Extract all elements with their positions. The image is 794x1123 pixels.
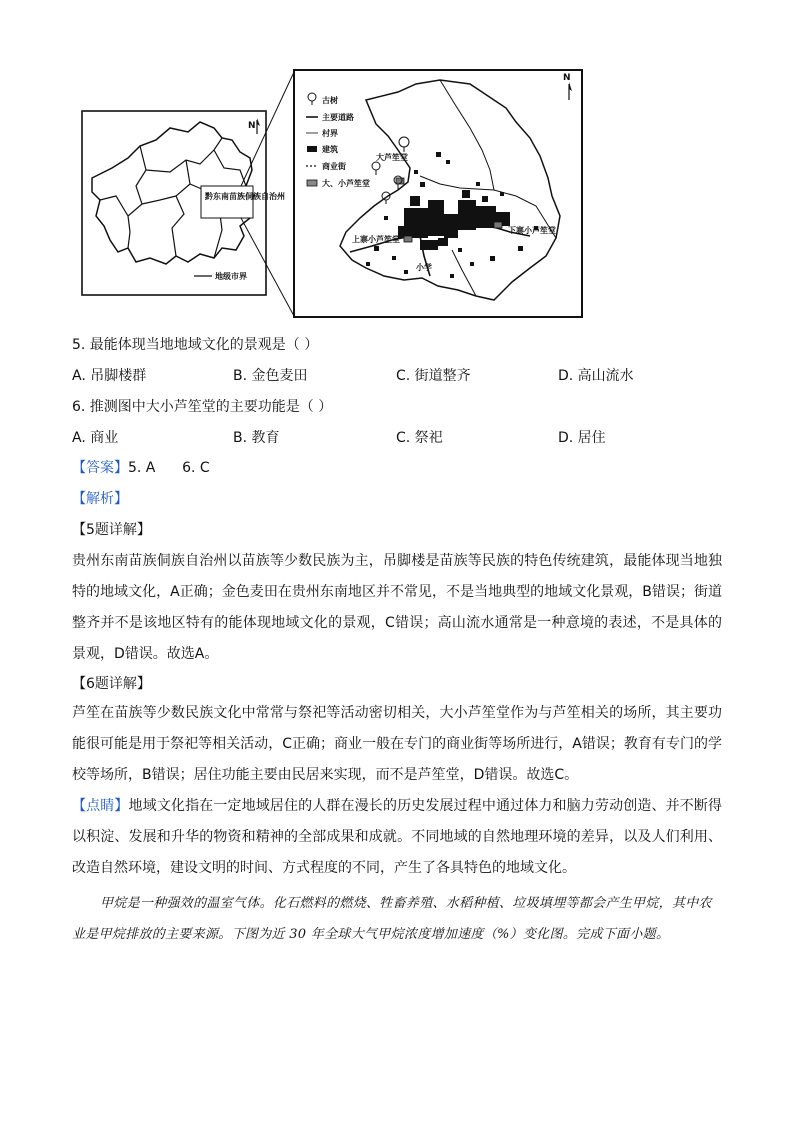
option: C. 街道整齐 [396,368,471,384]
village-map-frame [294,70,582,317]
tree-icon [308,93,316,105]
boundary-label: 地级市界 [215,272,247,281]
village-outline [340,80,560,300]
tip-tag: 【点睛】 [72,798,129,814]
school-label: 小学 [416,263,432,272]
legend-label: 古树 [322,96,338,105]
legend-label: 大、小芦笙堂 [322,179,370,188]
legend [306,93,370,188]
upper-small-lusheng-label: 上寨小芦笙堂 [352,235,400,244]
north-arrow-icon [563,73,572,100]
detail5-text: 贵州东南苗族侗族自治州以苗族等少数民族为主，吊脚楼是苗族等民族的特色传统建筑，最能体现当地独特的地域文化，A正确；金色麦田在贵州东南地区并不常见，不是当地典型的地域文化景观，B错误；街道整齐并不是该地区特有的能体现地域文化的景观，C错误；高山流水通常是一种意境的表述，不是具体的景观，D错误。故选A。 [72,553,722,662]
question-5-options [72,366,722,386]
map-figure [0,0,794,330]
detail5-heading [72,520,722,540]
analysis-line [72,489,722,509]
region-highlight [201,186,253,218]
tip-text: 地域文化指在一定地域居住的人群在漫长的历史发展过程中通过体力和脑力劳动创造、并不断得以积淀、发展和升华的物资和精神的全部成果和成就。不同地域的自然地理环境的差异，以及人们利用、改造自然环境，建设文明的时间、方式程度的不同，产生了各具特色的地域文化。 [72,798,723,876]
option: B. 教育 [233,430,280,446]
analysis-tag: 【解析】 [72,491,128,507]
region-label: 黔东南苗族侗族自治州 [205,192,285,201]
option: D. 居住 [558,430,606,446]
option: A. 商业 [72,430,119,446]
legend-label: 主要道路 [322,113,354,122]
option: A. 吊脚楼群 [72,368,147,384]
question-6-stem: 6. 推测图中大小芦笙堂的主要功能是（ ） [72,399,333,415]
answer-tag: 【答案】 [72,460,128,476]
option: B. 金色麦田 [233,368,308,384]
lower-small-lusheng-label: 下寨小芦笙堂 [508,226,556,235]
detail6-text: 芦笙在苗族等少数民族文化中常常与祭祀等活动密切相关，大小芦笙堂作为与芦笙相关的场所，其主要功能很可能是用于祭祀等相关活动，C正确；商业一般在专门的商业街等场所进行，A错误；教育有专门的学校等场所，B错误；居住功能主要由民居来实现，而不是芦笙堂，D错误。故选C。 [72,705,722,783]
answer-line [72,458,722,478]
north-arrow-icon [248,118,260,134]
answer-text: 5. A 6. C [128,460,210,476]
solid-square-icon [307,146,317,152]
detail6-tag: 【6题详解】 [72,676,151,692]
option: C. 祭祀 [396,430,443,446]
detail5-tag: 【5题详解】 [72,522,151,538]
question-5-stem: 5. 最能体现当地地域文化的景观是（ ） [72,337,319,353]
question-6-options [72,428,722,448]
svg-text:N: N [248,121,256,131]
building-cluster [366,152,538,278]
big-lusheng-label: 大芦笙堂 [376,153,408,162]
next-question-intro: 甲烷是一种强效的温室气体。化石燃料的燃烧、牲畜养殖、水稻种植、垃圾填埋等都会产生甲烷，其中农业是甲烷排放的主要来源。下图为近 30 年全球大气甲烷浓度增加速度（%）变化图。完成下面小题。 [72,896,712,942]
connector-line [241,218,294,316]
legend-label: 商业街 [322,162,346,171]
legend-label: 村界 [322,129,338,138]
content [72,335,722,950]
svg-text:N: N [563,73,571,83]
hatched-square-icon [307,180,317,186]
legend-label: 建筑 [322,145,338,154]
tip-paragraph [72,791,722,884]
detail6-heading [72,674,722,694]
map-svg [0,0,794,330]
option: D. 高山流水 [558,368,634,384]
